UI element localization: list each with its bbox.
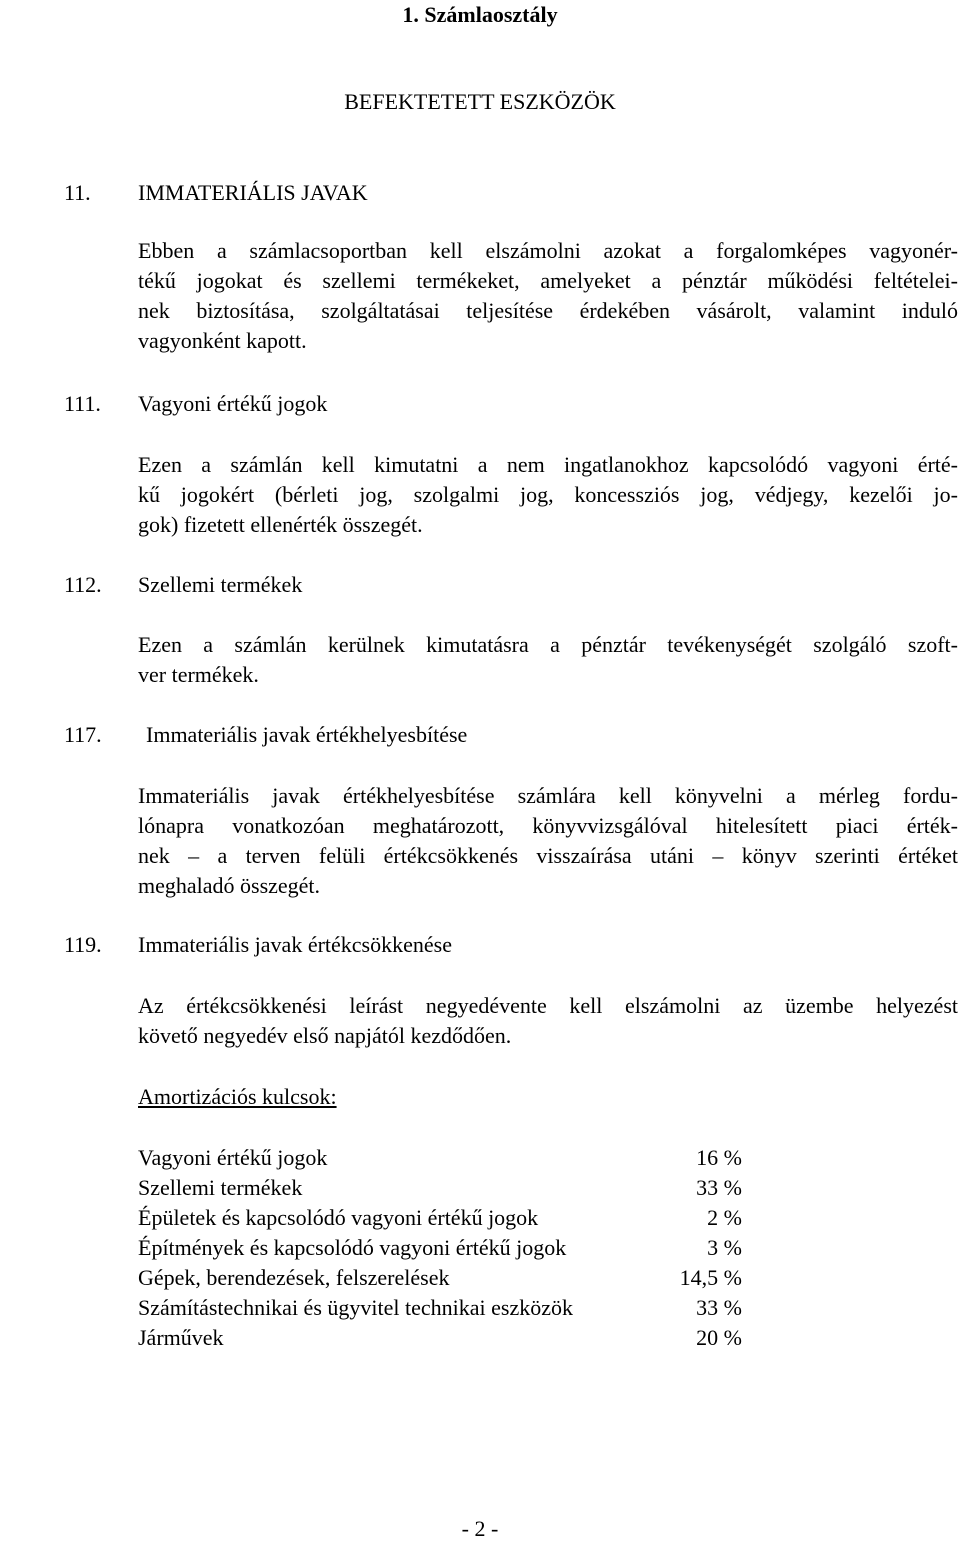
section-title-119: Immateriális javak értékcsökkenése [138,932,452,957]
paragraph-line: ver termékek. [138,662,259,687]
section-number-112: 112. [64,572,102,597]
section-body-11 [138,236,958,356]
amortization-rate: 33 % [696,1175,742,1200]
amortization-rate: 2 % [707,1205,742,1230]
section-body-117 [138,781,958,901]
paragraph-line: Ezen a számlán kerülnek kimutatásra a pénztár tevékenységét szolgáló szoft- [138,632,958,657]
paragraph-line: követő negyedév első napjától kezdődően. [138,1023,512,1048]
class-title: BEFEKTETETT ESZKÖZÖK [344,89,616,114]
amortization-row [138,1173,742,1203]
paragraph-line: Ezen a számlán kell kimutatni a nem ingatlanokhoz kapcsolódó vagyoni érté- [138,452,958,477]
paragraph-line: Immateriális javak értékhelyesbítése számlára kell könyvelni a mérleg fordu- [138,783,958,808]
amortization-name: Gépek, berendezések, felszerelések [138,1265,450,1290]
amortization-row [138,1293,742,1323]
amortization-table [138,1143,742,1353]
amortization-rate: 16 % [696,1145,742,1170]
page-number: - 2 - [461,1516,499,1541]
section-body-111 [138,450,958,540]
amortization-rate: 20 % [696,1325,742,1350]
amortization-heading: Amortizációs kulcsok: [138,1084,337,1109]
section-body-112 [138,630,958,690]
amortization-row [138,1233,742,1263]
section-title-112: Szellemi termékek [138,572,303,597]
paragraph-line: kű jogokért (bérleti jog, szolgalmi jog, koncessziós jog, védjegy, kezelői jo- [138,482,958,507]
amortization-row [138,1203,742,1233]
section-body-119 [138,991,958,1051]
amortization-row [138,1143,742,1173]
amortization-rate: 33 % [696,1295,742,1320]
amortization-name: Építmények és kapcsolódó vagyoni értékű jogok [138,1235,567,1260]
paragraph-line: nek biztosítása, szolgáltatásai teljesítése érdekében vásárolt, valamint induló [138,298,958,323]
amortization-name: Épületek és kapcsolódó vagyoni értékű jogok [138,1205,539,1230]
section-title-117: Immateriális javak értékhelyesbítése [146,722,468,747]
section-number-111: 111. [64,391,101,416]
amortization-rate: 3 % [707,1235,742,1260]
section-title-111: Vagyoni értékű jogok [138,391,328,416]
chapter-title: 1. Számlaosztály [402,2,558,27]
paragraph-line: meghaladó összegét. [138,873,321,898]
paragraph-line: vagyonként kapott. [138,328,307,353]
paragraph-line: Ebben a számlacsoportban kell elszámolni azokat a forgalomképes vagyonér- [138,238,958,263]
paragraph-line: Az értékcsökkenési leírást negyedévente kell elszámolni az üzembe helyezést [138,993,958,1018]
amortization-rate: 14,5 % [679,1265,742,1290]
paragraph-line: gok) fizetett ellenérték összegét. [138,512,423,537]
amortization-name: Szellemi termékek [138,1175,303,1200]
amortization-name: Járművek [138,1325,224,1350]
paragraph-line: nek – a terven felüli értékcsökkenés visszaírása utáni – könyv szerinti értéket [138,843,958,868]
section-number-117: 117. [64,722,102,747]
paragraph-line: lónapra vonatkozóan meghatározott, könyvvizsgálóval hitelesített piaci érték- [138,813,958,838]
amortization-row [138,1263,742,1293]
section-title-11: IMMATERIÁLIS JAVAK [138,180,368,205]
amortization-name: Vagyoni értékű jogok [138,1145,328,1170]
section-number-11: 11. [64,180,91,205]
paragraph-line: tékű jogokat és szellemi termékeket, amelyeket a pénztár működési feltételei- [138,268,958,293]
amortization-name: Számítástechnikai és ügyvitel technikai eszközök [138,1295,573,1320]
amortization-row [138,1323,742,1353]
section-number-119: 119. [64,932,102,957]
